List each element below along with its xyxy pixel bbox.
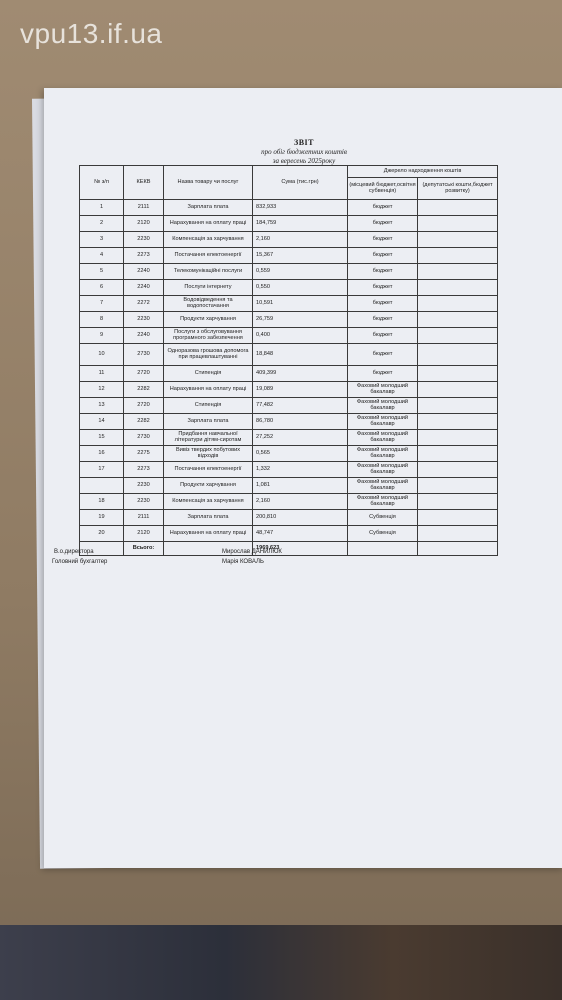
row-deputy [418,216,498,232]
row-sum: 77,482 [253,398,348,414]
row-kekv: 2272 [124,296,164,312]
row-kekv: 2111 [124,510,164,526]
table-row [80,462,498,478]
row-sum: 1,332 [253,462,348,478]
row-kekv: 2120 [124,216,164,232]
row-num: 16 [80,446,124,462]
row-sum: 832,933 [253,200,348,216]
table-row [80,216,498,232]
director-name: Мирослав ДАНИЛЮК [222,549,282,555]
header-sum: Сума (тис.грн) [253,166,348,200]
row-num: 4 [80,248,124,264]
row-name: Одноразова грошова допомога при працевлаштуванні [164,344,253,366]
row-num: 11 [80,366,124,382]
row-num [80,478,124,494]
row-source: бюджет [348,232,418,248]
row-name: Нарахування на оплату праці [164,382,253,398]
row-deputy [418,382,498,398]
row-name: Нарахування на оплату праці [164,216,253,232]
row-kekv: 2273 [124,248,164,264]
row-num: 2 [80,216,124,232]
row-num: 9 [80,328,124,344]
row-num: 19 [80,510,124,526]
row-kekv: 2730 [124,344,164,366]
row-sum: 0,559 [253,264,348,280]
row-num: 5 [80,264,124,280]
row-sum: 2,160 [253,232,348,248]
table-row [80,248,498,264]
row-source: бюджет [348,248,418,264]
table-row [80,232,498,248]
total-row [80,542,498,556]
row-sum: 18,848 [253,344,348,366]
director-title: В.о.директора [54,549,94,555]
report-period: за вересень 2025року [272,157,336,165]
row-deputy [418,280,498,296]
table-row [80,414,498,430]
row-name: Постачання електоенергії [164,462,253,478]
row-deputy [418,526,498,542]
site-watermark: vpu13.if.ua [20,18,163,49]
row-kekv: 2240 [124,328,164,344]
report-subtitle: про обіг бюджетних коштів [261,148,347,156]
row-kekv: 2230 [124,312,164,328]
table-row [80,510,498,526]
table-row [80,526,498,542]
row-sum: 184,759 [253,216,348,232]
table-row [80,382,498,398]
row-source: бюджет [348,296,418,312]
row-source: Фаховий молодший бакалавр [348,494,418,510]
floor-background [0,925,562,1000]
row-deputy [418,296,498,312]
row-num: 1 [80,200,124,216]
row-source: Фаховий молодший бакалавр [348,382,418,398]
row-name: Нарахування на оплату праці [164,526,253,542]
table-row [80,446,498,462]
table-row [80,344,498,366]
row-num: 13 [80,398,124,414]
row-source: бюджет [348,328,418,344]
row-num: 20 [80,526,124,542]
row-kekv: 2240 [124,280,164,296]
row-name: Продукти харчування [164,478,253,494]
accountant-name: Марія КОВАЛЬ [222,559,264,565]
row-name: Придбання навчальної літератури дітям-сиротам [164,430,253,446]
row-sum: 409,399 [253,366,348,382]
row-name: Вивіз твердих побутових відходів [164,446,253,462]
row-source: Фаховий молодший бакалавр [348,430,418,446]
row-source: бюджет [348,344,418,366]
row-num: 7 [80,296,124,312]
row-kekv: 2720 [124,366,164,382]
report-title: ЗВІТ [293,138,314,147]
header-source-deputy: (депутатські кошти,бюджет розвитку) [418,178,498,200]
row-deputy [418,264,498,280]
table-row [80,328,498,344]
row-sum: 10,591 [253,296,348,312]
row-name: Компенсація за харчування [164,494,253,510]
row-num: 3 [80,232,124,248]
header-source-local: (місцевий бюджет,освітня субвенція) [348,178,418,200]
report-sheet [44,88,562,868]
table-row [80,264,498,280]
row-deputy [418,328,498,344]
row-kekv: 2720 [124,398,164,414]
row-name: Компенсація за харчування [164,232,253,248]
row-source: Субвенція [348,526,418,542]
header-name: Назва товару чи послуг [164,166,253,200]
row-name: Зарплата плата [164,200,253,216]
row-source: бюджет [348,264,418,280]
header-kekv: КЕКВ [124,166,164,200]
table-row [80,366,498,382]
table-row [80,200,498,216]
row-sum: 26,759 [253,312,348,328]
row-deputy [418,312,498,328]
row-num: 12 [80,382,124,398]
row-deputy [418,494,498,510]
accountant-title: Головний бухгалтер [52,559,108,565]
row-name: Постачання електоенергії [164,248,253,264]
total-empty [348,542,418,556]
row-num: 10 [80,344,124,366]
report-table [79,165,498,556]
row-num: 8 [80,312,124,328]
row-kekv: 2240 [124,264,164,280]
row-source: бюджет [348,280,418,296]
row-kekv: 2282 [124,382,164,398]
row-source: бюджет [348,312,418,328]
row-num: 18 [80,494,124,510]
row-deputy [418,200,498,216]
row-deputy [418,462,498,478]
header-num: № з/п [80,166,124,200]
table-row [80,312,498,328]
table-row [80,430,498,446]
row-kekv: 2230 [124,478,164,494]
row-kekv: 2730 [124,430,164,446]
row-sum: 19,089 [253,382,348,398]
row-kekv: 2120 [124,526,164,542]
row-num: 17 [80,462,124,478]
row-source: бюджет [348,200,418,216]
row-deputy [418,366,498,382]
row-source: Фаховий молодший бакалавр [348,478,418,494]
row-name: Послуги з обслуговування програмного забезпечення [164,328,253,344]
row-sum: 48,747 [253,526,348,542]
total-sum: 1969,623 [253,542,348,556]
row-name: Зарплата плата [164,510,253,526]
row-deputy [418,232,498,248]
table-row [80,478,498,494]
table-row [80,280,498,296]
row-sum: 0,565 [253,446,348,462]
row-name: Зарплата плата [164,414,253,430]
row-deputy [418,478,498,494]
row-sum: 2,160 [253,494,348,510]
row-sum: 200,810 [253,510,348,526]
row-source: Фаховий молодший бакалавр [348,446,418,462]
row-sum: 0,400 [253,328,348,344]
row-name: Стипендія [164,366,253,382]
row-name: Телекомунікаційні послуги [164,264,253,280]
row-kekv: 2111 [124,200,164,216]
row-kekv: 2275 [124,446,164,462]
row-sum: 1,081 [253,478,348,494]
row-name: Продукти харчування [164,312,253,328]
row-kekv: 2282 [124,414,164,430]
row-source: Субвенція [348,510,418,526]
header-source: Джерело надходження коштів [348,166,498,178]
table-row [80,296,498,312]
row-num: 15 [80,430,124,446]
row-deputy [418,398,498,414]
row-deputy [418,344,498,366]
row-kekv: 2230 [124,232,164,248]
total-label: Всього: [124,542,164,556]
row-name: Послуги інтернету [164,280,253,296]
row-kekv: 2273 [124,462,164,478]
row-source: Фаховий молодший бакалавр [348,462,418,478]
row-deputy [418,430,498,446]
row-name: Водовідведення та водопостачання [164,296,253,312]
row-source: Фаховий молодший бакалавр [348,414,418,430]
table-row [80,398,498,414]
row-deputy [418,446,498,462]
row-name: Стипендія [164,398,253,414]
row-num: 6 [80,280,124,296]
row-source: бюджет [348,366,418,382]
row-deputy [418,414,498,430]
row-source: бюджет [348,216,418,232]
row-kekv: 2230 [124,494,164,510]
row-sum: 15,367 [253,248,348,264]
row-sum: 0,550 [253,280,348,296]
table-row [80,494,498,510]
row-sum: 27,252 [253,430,348,446]
total-empty [418,542,498,556]
row-deputy [418,510,498,526]
row-source: Фаховий молодший бакалавр [348,398,418,414]
row-sum: 86,780 [253,414,348,430]
row-num: 14 [80,414,124,430]
row-deputy [418,248,498,264]
